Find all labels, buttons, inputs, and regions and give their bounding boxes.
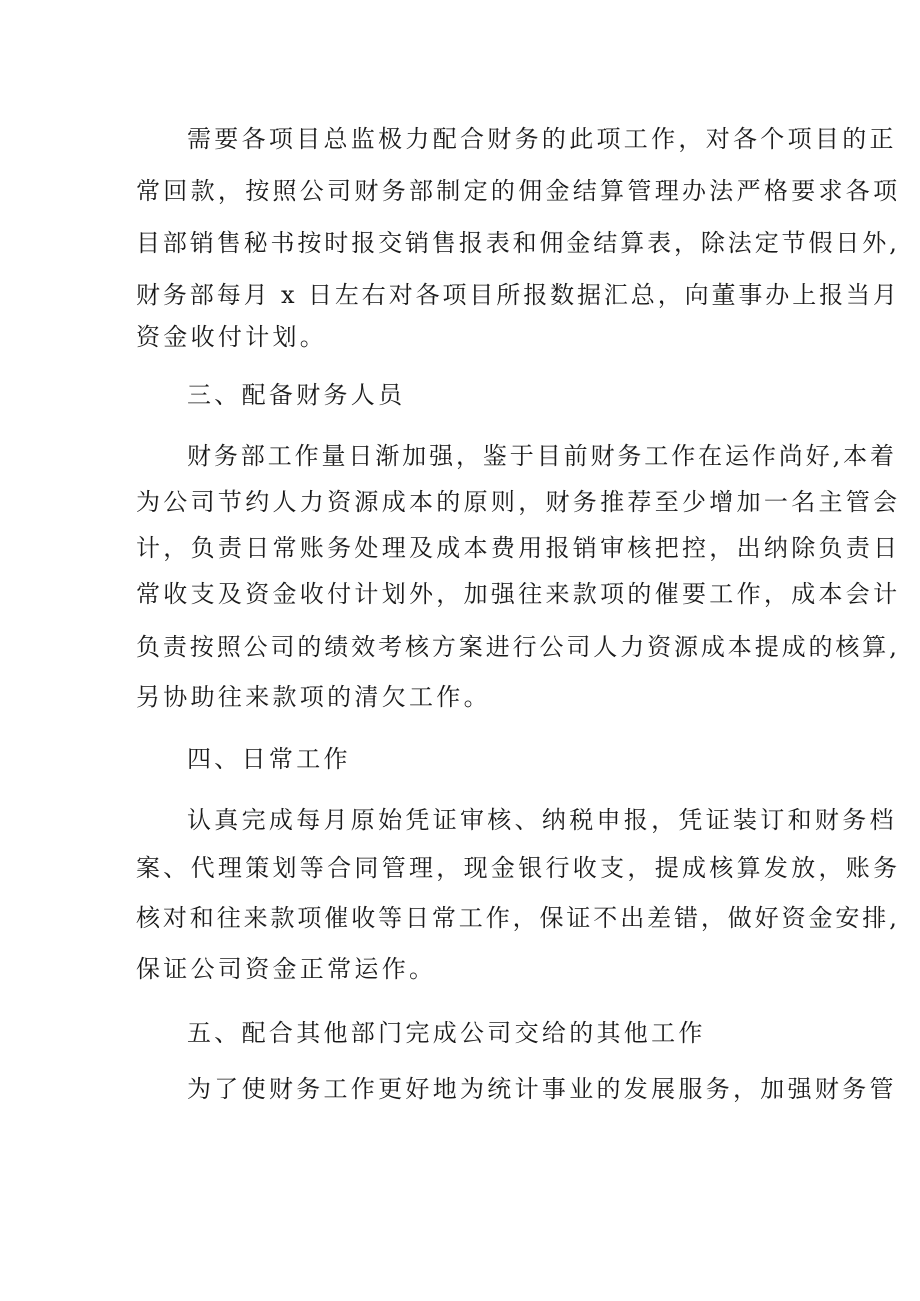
- paragraph-line: 财务部工作量日渐加强，鉴于目前财务工作在运作尚好,本着: [187, 442, 897, 470]
- paragraph-line: 计，负责日常账务处理及成本费用报销审核把控，出纳除负责日: [136, 534, 901, 562]
- paragraph-line: 另协助往来款项的清欠工作。: [136, 683, 491, 711]
- paragraph-line: 常收支及资金收付计划外，加强往来款项的催要工作，成本会计: [136, 580, 901, 608]
- paragraph-line: 保证公司资金正常运作。: [136, 955, 437, 983]
- paragraph-line: 认真完成每月原始凭证审核、纳税申报，凭证装订和财务档: [187, 806, 897, 834]
- section-heading: 三、配备财务人员: [187, 381, 406, 409]
- paragraph-line: 为了使财务工作更好地为统计事业的发展服务，加强财务管: [187, 1075, 897, 1103]
- paragraph-line: 目部销售秘书按时报交销售报表和佣金结算表，除法定节假日外,: [136, 229, 900, 257]
- paragraph-line: 负责按照公司的绩效考核方案进行公司人力资源成本提成的核算,: [136, 633, 900, 661]
- paragraph-line: 案、代理策划等合同管理，现金银行收支，提成核算发放，账务: [136, 854, 901, 882]
- section-heading: 五、配合其他部门完成公司交给的其他工作: [187, 1019, 706, 1047]
- paragraph-line: 财务部每月 x 日左右对各项目所报数据汇总，向董事办上报当月: [136, 281, 900, 309]
- paragraph-line: 需要各项目总监极力配合财务的此项工作，对各个项目的正: [187, 125, 897, 153]
- section-heading: 四、日常工作: [187, 745, 351, 773]
- paragraph-line: 为公司节约人力资源成本的原则，财务推荐至少增加一名主管会: [136, 488, 901, 516]
- paragraph-line: 资金收付计划。: [136, 323, 328, 351]
- paragraph-line: 核对和往来款项催收等日常工作，保证不出差错，做好资金安排,: [136, 904, 900, 932]
- paragraph-line: 常回款，按照公司财务部制定的佣金结算管理办法严格要求各项: [136, 177, 901, 205]
